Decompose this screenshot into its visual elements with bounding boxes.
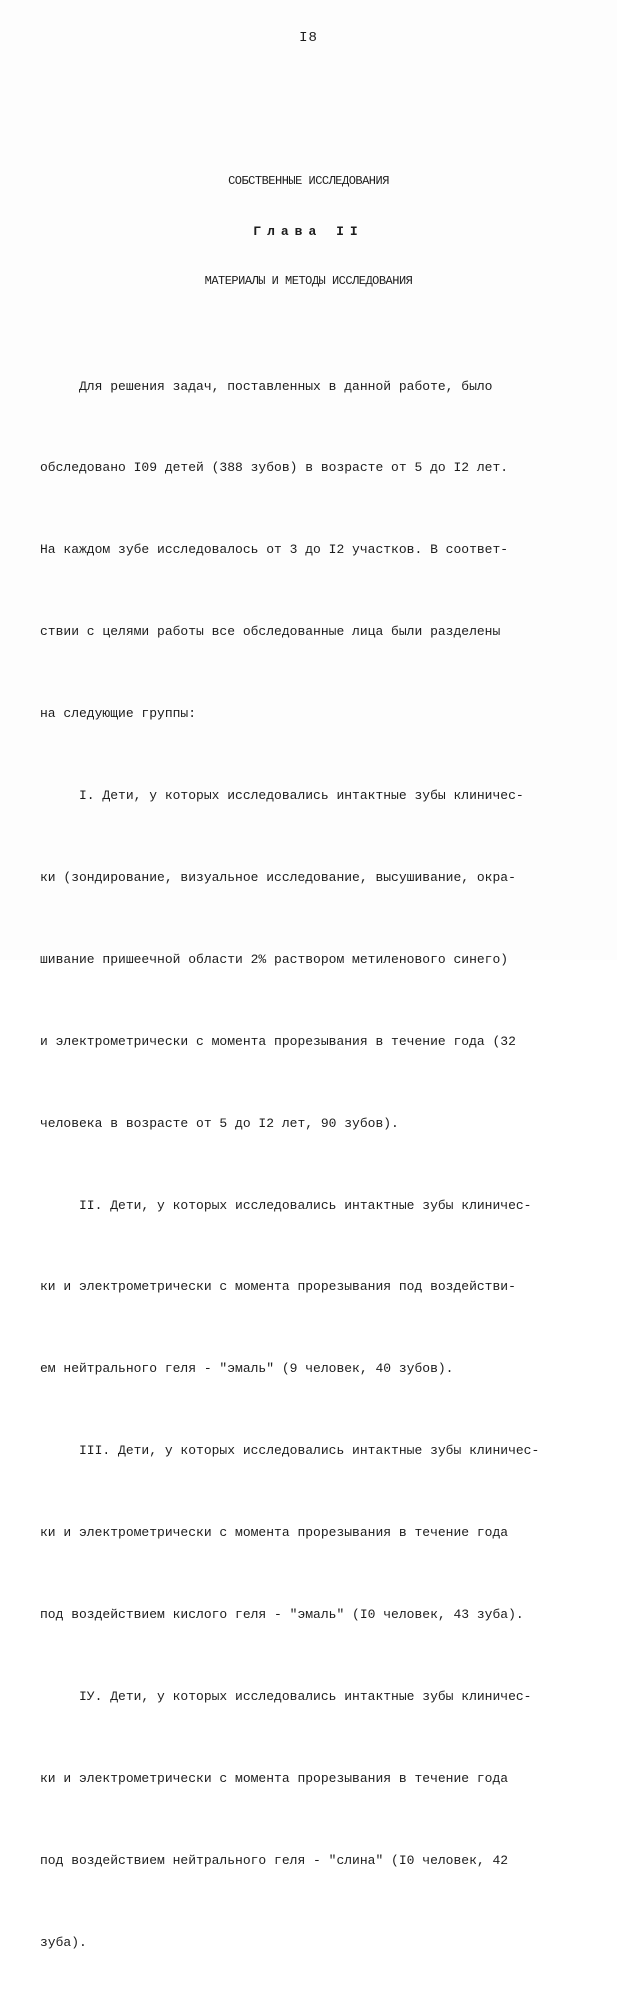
text-line: III. Дети, у которых исследовались интактные зубы клиничес- xyxy=(40,1443,540,1459)
text-line: ки и электрометрически с момента прорезывания в течение года xyxy=(40,1525,509,1541)
text-line: под воздействием нейтрального геля - "слина" (I0 человек, 42 xyxy=(40,1852,509,1868)
chapter-title: Глава II xyxy=(253,224,364,239)
page-number: I8 xyxy=(299,30,318,46)
section-title: СОБСТВЕННЫЕ ИССЛЕДОВАНИЯ xyxy=(228,174,389,188)
text-line: ки и электрометрически с момента прорезывания в течение года xyxy=(40,1770,509,1786)
text-line: I. Дети, у которых исследовались интактные зубы клиничес- xyxy=(40,788,524,804)
text-line: IУ. Дети, у которых исследовались интактные зубы клиничес- xyxy=(40,1688,532,1704)
text-line: ки (зондирование, визуальное исследование, высушивание, окра- xyxy=(40,869,516,885)
text-line: ствии с целями работы все обследованные лица были разделены xyxy=(40,624,501,640)
text-line: Для решения задач, поставленных в данной работе, было xyxy=(40,378,493,394)
text-line: обследовано I09 детей (388 зубов) в возрасте от 5 до I2 лет. xyxy=(40,460,509,476)
chapter-subtitle: МАТЕРИАЛЫ И МЕТОДЫ ИССЛЕДОВАНИЯ xyxy=(204,274,413,288)
text-line: зуба). xyxy=(40,1934,87,1950)
text-line: на следующие группы: xyxy=(40,706,197,722)
text-line: и электрометрически с момента прорезывания в течение года (32 xyxy=(40,1033,516,1049)
body-text xyxy=(40,318,588,2010)
text-line: ки и электрометрически с момента прорезывания под воздействи- xyxy=(40,1279,516,1295)
text-line: человека в возрасте от 5 до I2 лет, 90 зубов). xyxy=(40,1115,399,1131)
text-line: ем нейтрального геля - "эмаль" (9 человек, 40 зубов). xyxy=(40,1361,454,1377)
text-line: На каждом зубе исследовалось от 3 до I2 участков. В соответ- xyxy=(40,542,509,558)
text-line: II. Дети, у которых исследовались интактные зубы клиничес- xyxy=(40,1197,532,1213)
text-line: шивание пришеечной области 2% раствором метиленового синего) xyxy=(40,951,509,967)
text-line: под воздействием кислого геля - "эмаль" (I0 человек, 43 зуба). xyxy=(40,1606,524,1622)
